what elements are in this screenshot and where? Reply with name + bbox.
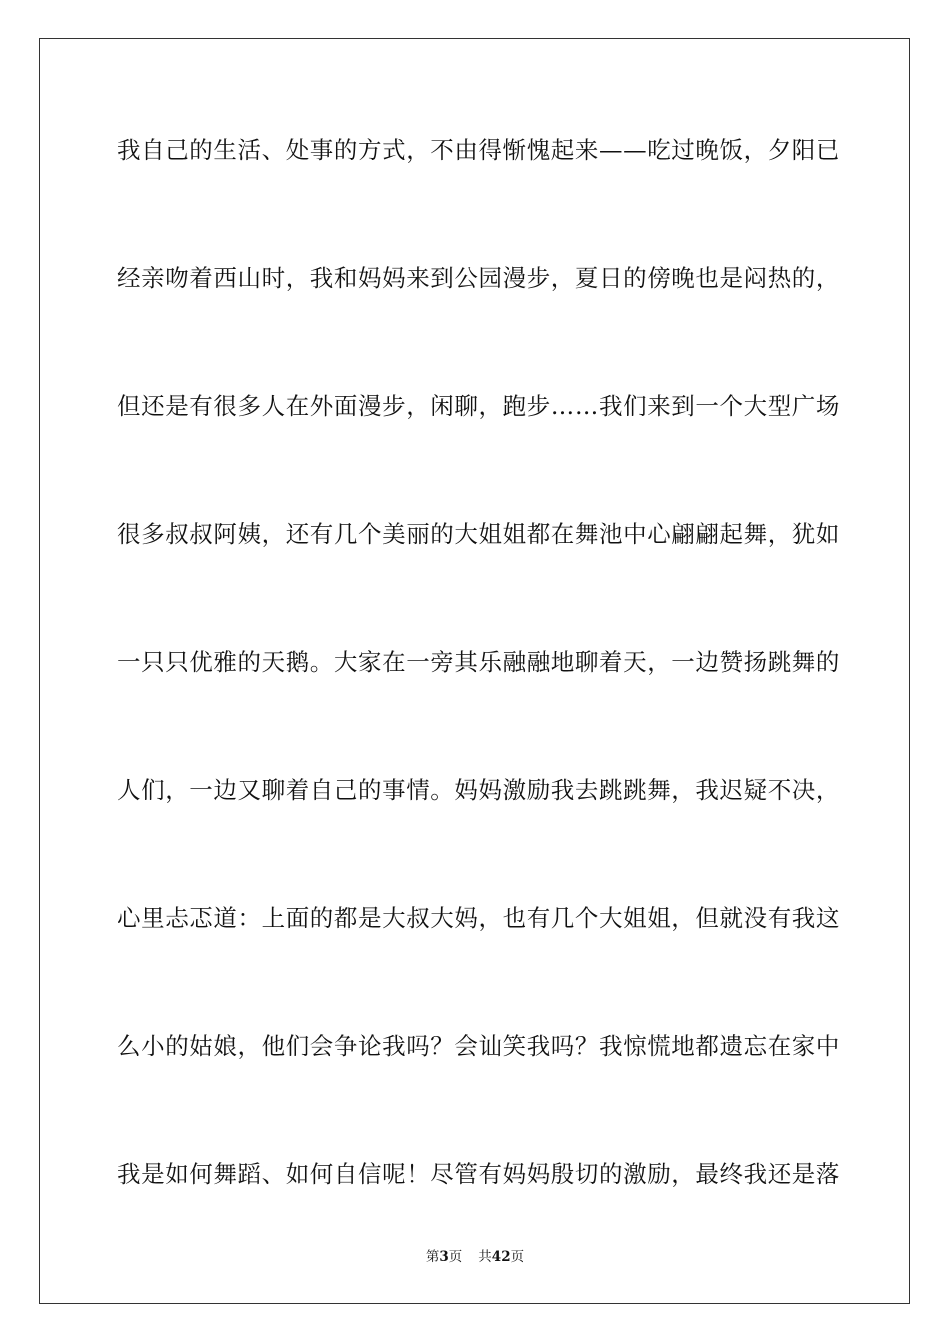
page-prefix: 第 xyxy=(425,1249,440,1265)
total-prefix: 共 xyxy=(478,1249,492,1265)
total-pages: 42 xyxy=(491,1249,511,1265)
total-suffix: 页 xyxy=(510,1249,525,1265)
text-line-7: 心里忐忑道：上面的都是大叔大妈，也有几个大姐姐，但就没有我这 xyxy=(117,904,840,932)
text-line-5: 一只只优雅的天鹅。大家在一旁其乐融融地聊着天，一边赞扬跳舞的 xyxy=(117,648,840,676)
text-line-8: 么小的姑娘，他们会争论我吗？会讪笑我吗？我惊慌地都遗忘在家中 xyxy=(117,1032,840,1060)
text-line-1: 我自己的生活、处事的方式，不由得惭愧起来——吃过晚饭，夕阳已 xyxy=(117,136,840,164)
text-line-3: 但还是有很多人在外面漫步，闲聊，跑步……我们来到一个大型广场 xyxy=(117,392,840,420)
page-suffix: 页 xyxy=(448,1249,463,1265)
text-line-6: 人们，一边又聊着自己的事情。妈妈激励我去跳跳舞，我迟疑不决， xyxy=(117,776,840,804)
body-text xyxy=(117,118,840,1270)
text-line-9: 我是如何舞蹈、如何自信呢！尽管有妈妈殷切的激励，最终我还是落 xyxy=(117,1160,840,1188)
page-number: 3 xyxy=(439,1249,449,1265)
page-footer xyxy=(0,1247,950,1267)
text-line-2: 经亲吻着西山时，我和妈妈来到公园漫步，夏日的傍晚也是闷热的， xyxy=(117,264,840,292)
text-line-4: 很多叔叔阿姨，还有几个美丽的大姐姐都在舞池中心翩翩起舞，犹如 xyxy=(117,520,840,548)
